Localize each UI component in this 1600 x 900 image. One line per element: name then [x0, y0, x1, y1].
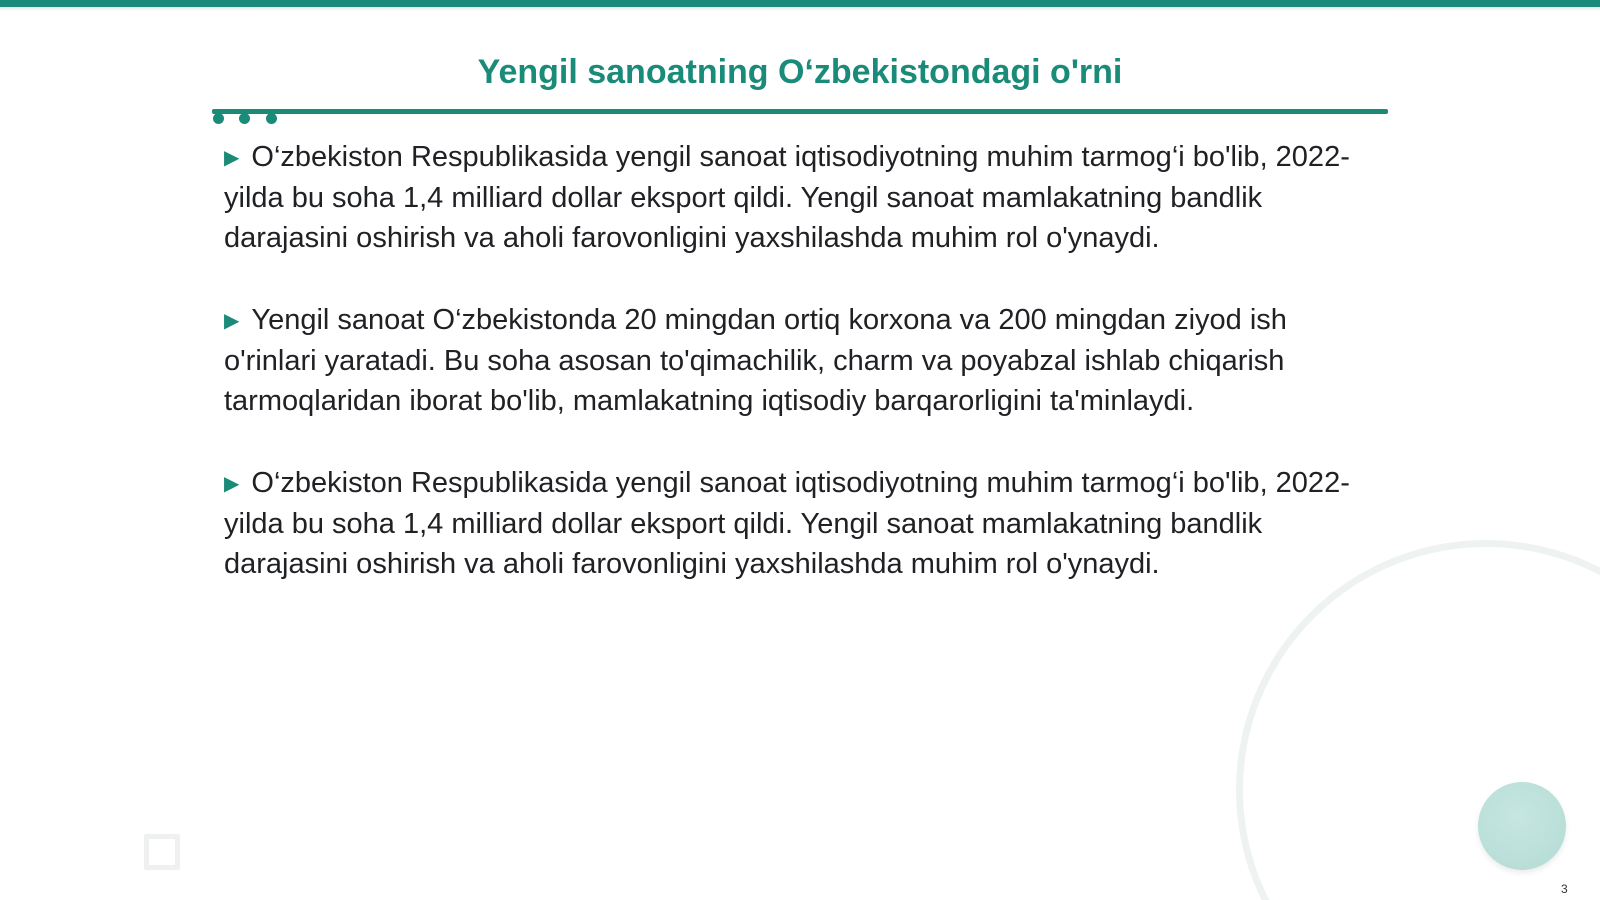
title-dot-icon	[239, 113, 250, 124]
triangle-bullet-icon: ▶	[224, 147, 240, 169]
title-dot-icon	[266, 113, 277, 124]
slide-title: Yengil sanoatning O‘zbekistondagi o'rni	[477, 53, 1123, 91]
bullet-list	[224, 137, 1364, 626]
bullet-item-1	[224, 137, 1364, 258]
bullet-text: Yengil sanoat O‘zbekistonda 20 mingdan ortiq korxona va 200 mingdan ziyod ish o'rinlari yaratadi. Bu soha asosan to'qimachilik, charm va poyabzal ishlab chiqarish tarmoqlaridan iborat bo'lib, mamlakatning iqtisodiy barqarorligini ta'minlaydi.	[224, 304, 1287, 417]
bullet-item-3	[224, 463, 1364, 584]
top-bar-shadow	[0, 7, 1600, 11]
top-accent-bar	[0, 0, 1600, 7]
decorative-teal-circle	[1478, 782, 1566, 870]
decorative-square	[144, 834, 180, 870]
title-dot-icon	[213, 113, 224, 124]
triangle-bullet-icon: ▶	[224, 310, 240, 332]
title-underline	[212, 109, 1388, 114]
bullet-text: O‘zbekiston Respublikasida yengil sanoat iqtisodiyotning muhim tarmog‘i bo'lib, 2022-yilda bu soha 1,4 milliard dollar eksport qildi. Yengil sanoat mamlakatning bandlik darajasini oshirish va aholi farovonligini yaxshilashda muhim rol o'ynaydi.	[224, 467, 1350, 580]
bullet-text: O‘zbekiston Respublikasida yengil sanoat iqtisodiyotning muhim tarmog‘i bo'lib, 2022-yilda bu soha 1,4 milliard dollar eksport qildi. Yengil sanoat mamlakatning bandlik darajasini oshirish va aholi farovonligini yaxshilashda muhim rol o'ynaydi.	[224, 141, 1350, 254]
page-number: 3	[1561, 882, 1568, 896]
triangle-bullet-icon: ▶	[224, 473, 240, 495]
bullet-item-2	[224, 300, 1364, 421]
